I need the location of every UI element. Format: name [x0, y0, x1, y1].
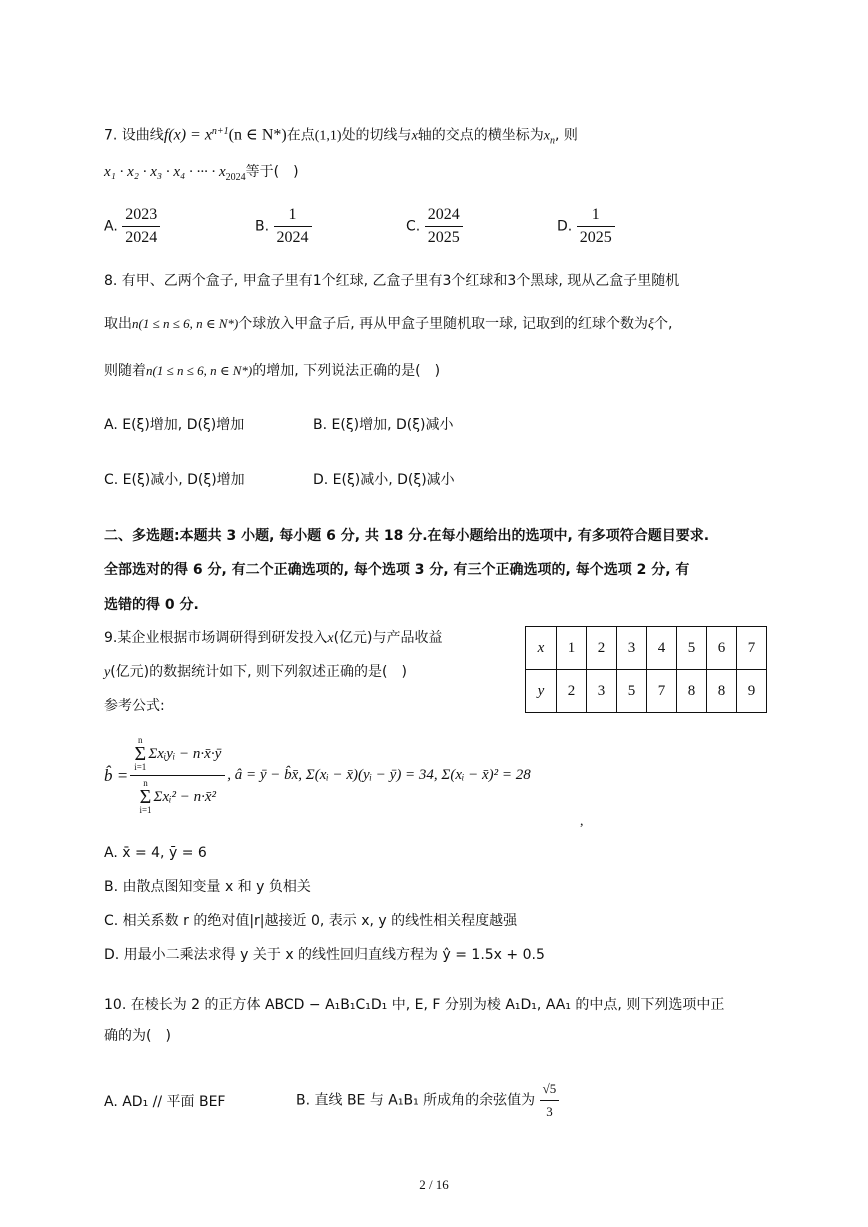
option-letter: D. [557, 218, 573, 235]
table-cell: 5 [677, 627, 707, 670]
q10-option-a[interactable]: A. AD₁ // 平面 BEF [104, 1094, 226, 1110]
q9-option-c[interactable]: C. 相关系数 r 的绝对值|r|越接近 0, 表示 x, y 的线性相关程度越强 [104, 913, 518, 929]
table-cell: 2 [557, 670, 587, 713]
table-cell: 3 [587, 670, 617, 713]
sum-upper: n [143, 778, 148, 788]
q8-text: 则随着 [104, 363, 146, 379]
q7-text: 处的切线与 [341, 127, 412, 144]
sum-lower: i=1 [139, 805, 152, 815]
denominator: 2025 [427, 229, 460, 246]
q9-stem-line2 [104, 662, 407, 683]
q9-stem-line1 [104, 628, 443, 649]
table-cell: 9 [737, 670, 767, 713]
numerator: 2024 [425, 204, 463, 227]
q7-function: f(x) = x [163, 126, 212, 144]
table-cell: 5 [617, 670, 647, 713]
denominator: 2024 [125, 229, 158, 246]
q7-option-b[interactable] [255, 204, 312, 249]
q8-stem-line3 [104, 361, 440, 381]
q7-option-d[interactable] [557, 204, 615, 249]
q8-condition: n(1 ≤ n ≤ 6, n ∈ N*) [132, 316, 239, 331]
table-cell: 1 [557, 627, 587, 670]
denominator-text: Σxᵢ² − n·x̄² [153, 788, 216, 805]
option-text: B. 直线 BE 与 A₁B₁ 所成角的余弦值为 [296, 1092, 536, 1109]
sum-upper: n [138, 735, 143, 745]
table-cell: 7 [647, 670, 677, 713]
q7-text: 轴的交点的横坐标为 [417, 127, 544, 144]
q9-text: (亿元)的数据统计如下, 则下列叙述正确的是( ) [110, 664, 407, 680]
numerator: 1 [577, 204, 615, 227]
option-letter: C. [406, 218, 421, 235]
q8-stem-line1: 8. 有甲、乙两个盒子, 甲盒子里有1个红球, 乙盒子里有3个红球和3个黑球, 现从乙盒子里随机 [104, 273, 680, 289]
fraction [274, 204, 312, 249]
fraction [122, 204, 160, 249]
formula-numerator [130, 736, 225, 776]
q7-sub: n [550, 135, 555, 147]
numerator-text: Σxᵢyᵢ − n·x̄·ȳ [148, 745, 222, 762]
q7-option-c[interactable] [406, 204, 463, 249]
table-cell: 7 [737, 627, 767, 670]
q9-var: x [327, 631, 334, 646]
option-letter: A. [104, 218, 118, 235]
q8-option-c[interactable]: C. E(ξ)减小, D(ξ)增加 [104, 472, 245, 488]
table-cell: 4 [647, 627, 677, 670]
q7-exponent: n+1 [211, 126, 229, 137]
q7-var: x [411, 128, 418, 144]
formula-rest: , â = ȳ − b̂x̄, Σ(xᵢ − x̄)(yᵢ − ȳ) = 34, Σ(xᵢ − x̄)² = 28 [227, 767, 531, 783]
q8-text: 个球放入甲盒子后, 再从甲盒子里随机取一球, 记取到的红球个数为 [238, 316, 649, 332]
q8-text: 的增加, 下列说法正确的是( ) [252, 363, 441, 379]
q7-stem-line2 [104, 162, 299, 188]
q9-reference-label: 参考公式: [104, 698, 165, 714]
formula-trailing-comma: , [580, 814, 584, 829]
q8-option-d[interactable]: D. E(ξ)减小, D(ξ)减小 [313, 472, 455, 488]
table-cell: 8 [677, 670, 707, 713]
fraction [425, 204, 463, 249]
formula-denominator [135, 776, 220, 815]
q9-var: y [104, 665, 111, 680]
q7-stem-line1 [104, 122, 578, 151]
formula-bhat: b̂ = [104, 765, 129, 785]
q8-text: 取出 [104, 316, 132, 332]
q10-stem-line1: 10. 在棱长为 2 的正方体 ABCD − A₁B₁C₁D₁ 中, E, F 分别为棱 A₁D₁, AA₁ 的中点, 则下列选项中正 [104, 997, 725, 1013]
q8-xi: ξ [648, 317, 655, 332]
q7-text: 等于( ) [245, 164, 299, 180]
q7-condition: (n ∈ N*) [228, 126, 287, 144]
q9-text: 9.某企业根据市场调研得到研发投入 [104, 630, 328, 646]
q9-option-b[interactable]: B. 由散点图知变量 x 和 y 负相关 [104, 879, 311, 895]
fraction [540, 1078, 560, 1123]
q9-option-d[interactable]: D. 用最小二乘法求得 y 关于 x 的线性回归直线方程为 ŷ = 1.5x + 0.5 [104, 947, 545, 963]
q8-text: 个, [654, 316, 673, 332]
page-number: 2 / 16 [419, 1177, 449, 1192]
denominator: 3 [546, 1104, 553, 1119]
q7-point: (1,1) [314, 128, 342, 144]
table-cell: 2 [587, 627, 617, 670]
q8-option-a[interactable]: A. E(ξ)增加, D(ξ)增加 [104, 417, 245, 433]
table-cell: x [526, 627, 557, 670]
denominator: 2025 [579, 229, 612, 246]
q10-stem-line2: 确的为( ) [104, 1028, 171, 1044]
fraction [577, 204, 615, 249]
q7-product: x₁ · x₂ · x₃ · x₄ · ··· · x [104, 164, 226, 180]
sum-lower: i=1 [134, 762, 147, 772]
q7-text: , 则 [555, 127, 578, 144]
q9-formula [104, 736, 531, 815]
table-cell: y [526, 670, 557, 713]
table-cell: 8 [707, 670, 737, 713]
q7-option-a[interactable] [104, 204, 160, 249]
option-letter: B. [255, 218, 270, 235]
section2-heading-line1: 二、多选题:本题共 3 小题, 每小题 6 分, 共 18 分.在每小题给出的选项中, 有多项符合题目要求. [104, 528, 710, 544]
table-row-x [526, 627, 767, 670]
numerator: √5 [540, 1078, 560, 1101]
sum-symbol: n Σ i=1 [134, 735, 147, 772]
q7-var: x [543, 128, 550, 144]
table-cell: 6 [707, 627, 737, 670]
q9-data-table [525, 626, 767, 713]
section2-heading-line3: 选错的得 0 分. [104, 597, 199, 613]
q8-option-b[interactable]: B. E(ξ)增加, D(ξ)减小 [313, 417, 454, 433]
formula-fraction [130, 736, 225, 815]
q9-text: (亿元)与产品收益 [333, 630, 443, 646]
q7-label: 7. 设曲线 [104, 127, 164, 144]
q8-condition: n(1 ≤ n ≤ 6, n ∈ N*) [146, 363, 253, 378]
q7-sub: 2024 [225, 171, 246, 183]
q9-option-a[interactable]: A. x̄ = 4, ȳ = 6 [104, 845, 207, 861]
q7-text: 在点 [286, 127, 315, 144]
table-row-y [526, 670, 767, 713]
q10-option-b[interactable] [296, 1078, 559, 1123]
denominator: 2024 [276, 229, 309, 246]
q8-stem-line2 [104, 314, 673, 335]
numerator: 1 [274, 204, 312, 227]
sum-symbol: n Σ i=1 [139, 778, 152, 815]
numerator: 2023 [122, 204, 160, 227]
table-cell: 3 [617, 627, 647, 670]
section2-heading-line2: 全部选对的得 6 分, 有二个正确选项的, 每个选项 3 分, 有三个正确选项的, 每个选项 2 分, 有 [104, 562, 690, 578]
